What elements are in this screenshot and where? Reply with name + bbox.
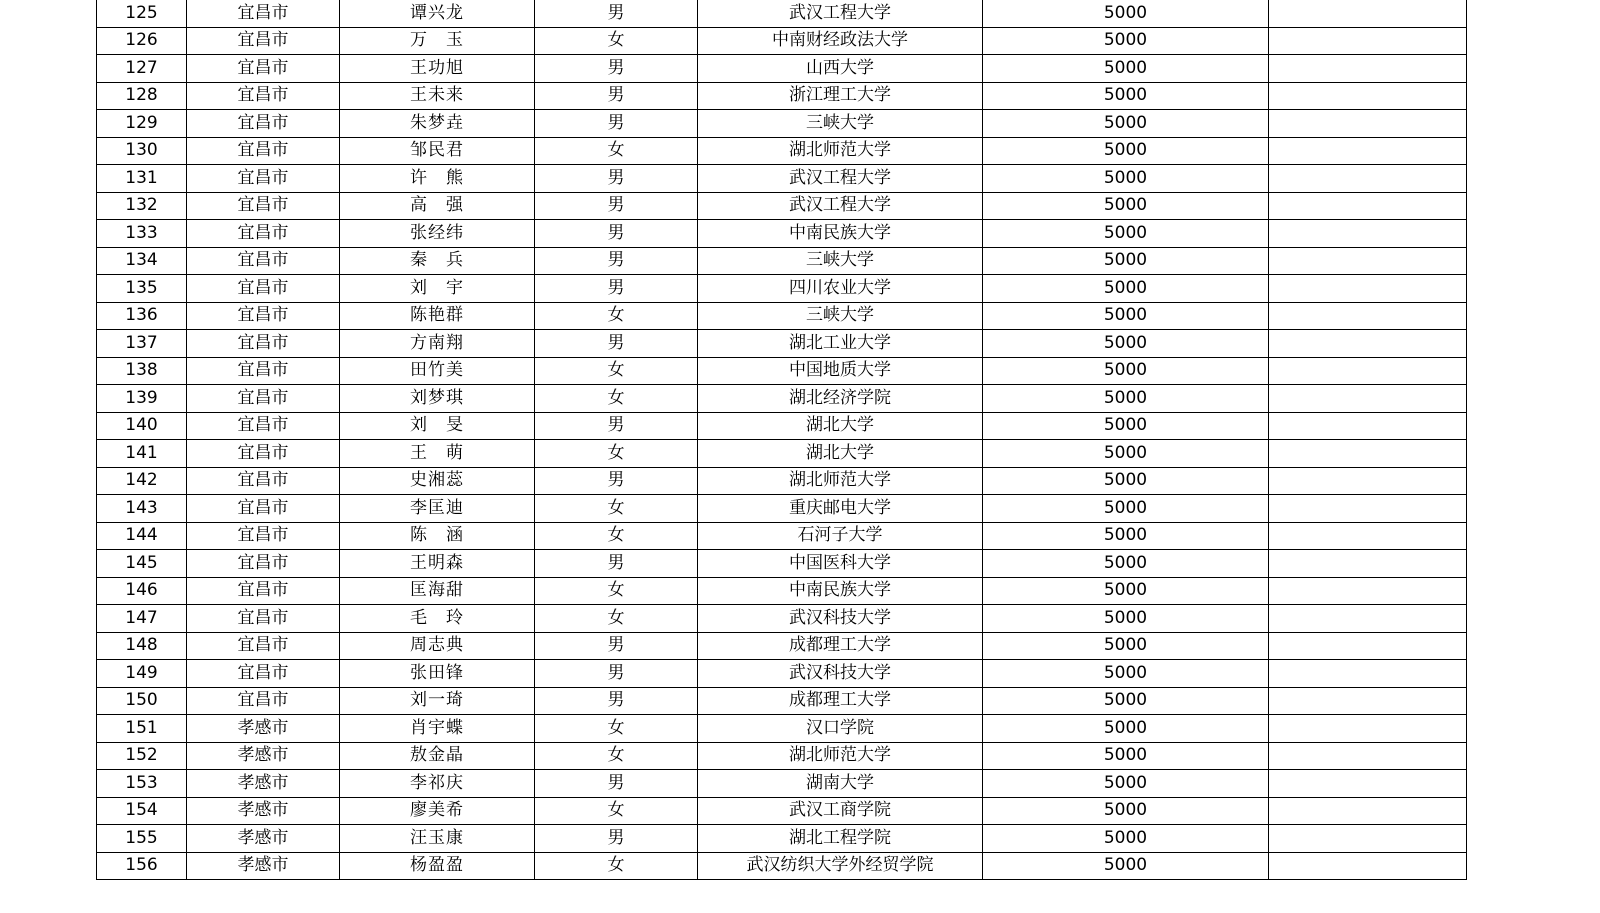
- serial-number-cell: 134: [97, 247, 187, 275]
- remarks-cell: [1269, 137, 1467, 165]
- remarks-cell: [1269, 660, 1467, 688]
- serial-number-cell: 145: [97, 550, 187, 578]
- gender-cell: 男: [535, 110, 698, 138]
- gender-cell: 男: [535, 165, 698, 193]
- remarks-cell: [1269, 687, 1467, 715]
- name-cell: 刘 旻: [340, 412, 535, 440]
- amount-cell: 5000: [983, 330, 1269, 358]
- amount-cell: 5000: [983, 742, 1269, 770]
- name-cell: 朱梦垚: [340, 110, 535, 138]
- gender-cell: 男: [535, 412, 698, 440]
- serial-number-cell: 136: [97, 302, 187, 330]
- table-row: [97, 440, 1467, 468]
- amount-cell: 5000: [983, 220, 1269, 248]
- name-cell: 李祁庆: [340, 770, 535, 798]
- university-cell: 湖北师范大学: [698, 467, 983, 495]
- university-cell: 湖北工程学院: [698, 825, 983, 853]
- remarks-cell: [1269, 220, 1467, 248]
- university-cell: 山西大学: [698, 55, 983, 83]
- city-cell: 宜昌市: [187, 660, 340, 688]
- serial-number-cell: 138: [97, 357, 187, 385]
- city-cell: 宜昌市: [187, 495, 340, 523]
- city-cell: 宜昌市: [187, 55, 340, 83]
- name-cell: 秦 兵: [340, 247, 535, 275]
- remarks-cell: [1269, 467, 1467, 495]
- university-cell: 三峡大学: [698, 247, 983, 275]
- university-cell: 武汉纺织大学外经贸学院: [698, 852, 983, 880]
- serial-number-cell: 141: [97, 440, 187, 468]
- city-cell: 宜昌市: [187, 412, 340, 440]
- city-cell: 宜昌市: [187, 330, 340, 358]
- table-row: [97, 0, 1467, 27]
- city-cell: 宜昌市: [187, 687, 340, 715]
- name-cell: 李匡迪: [340, 495, 535, 523]
- amount-cell: 5000: [983, 495, 1269, 523]
- amount-cell: 5000: [983, 110, 1269, 138]
- name-cell: 邹民君: [340, 137, 535, 165]
- amount-cell: 5000: [983, 247, 1269, 275]
- gender-cell: 女: [535, 495, 698, 523]
- serial-number-cell: 143: [97, 495, 187, 523]
- amount-cell: 5000: [983, 357, 1269, 385]
- serial-number-cell: 132: [97, 192, 187, 220]
- university-cell: 湖北师范大学: [698, 137, 983, 165]
- serial-number-cell: 144: [97, 522, 187, 550]
- city-cell: 孝感市: [187, 797, 340, 825]
- serial-number-cell: 129: [97, 110, 187, 138]
- serial-number-cell: 142: [97, 467, 187, 495]
- university-cell: 三峡大学: [698, 302, 983, 330]
- name-cell: 王未来: [340, 82, 535, 110]
- university-cell: 重庆邮电大学: [698, 495, 983, 523]
- city-cell: 宜昌市: [187, 275, 340, 303]
- serial-number-cell: 156: [97, 852, 187, 880]
- gender-cell: 男: [535, 550, 698, 578]
- amount-cell: 5000: [983, 27, 1269, 55]
- remarks-cell: [1269, 247, 1467, 275]
- table-row: [97, 605, 1467, 633]
- amount-cell: 5000: [983, 797, 1269, 825]
- remarks-cell: [1269, 192, 1467, 220]
- university-cell: 中南民族大学: [698, 220, 983, 248]
- serial-number-cell: 150: [97, 687, 187, 715]
- university-cell: 中南民族大学: [698, 577, 983, 605]
- serial-number-cell: 152: [97, 742, 187, 770]
- amount-cell: 5000: [983, 412, 1269, 440]
- table-row: [97, 302, 1467, 330]
- serial-number-cell: 146: [97, 577, 187, 605]
- name-cell: 方南翔: [340, 330, 535, 358]
- remarks-cell: [1269, 742, 1467, 770]
- serial-number-cell: 135: [97, 275, 187, 303]
- serial-number-cell: 147: [97, 605, 187, 633]
- city-cell: 宜昌市: [187, 192, 340, 220]
- table-row: [97, 412, 1467, 440]
- amount-cell: 5000: [983, 660, 1269, 688]
- university-cell: 中国地质大学: [698, 357, 983, 385]
- remarks-cell: [1269, 82, 1467, 110]
- amount-cell: 5000: [983, 275, 1269, 303]
- university-cell: 石河子大学: [698, 522, 983, 550]
- remarks-cell: [1269, 55, 1467, 83]
- gender-cell: 女: [535, 385, 698, 413]
- name-cell: 许 熊: [340, 165, 535, 193]
- name-cell: 汪玉康: [340, 825, 535, 853]
- name-cell: 匡海甜: [340, 577, 535, 605]
- serial-number-cell: 155: [97, 825, 187, 853]
- table-row: [97, 467, 1467, 495]
- remarks-cell: [1269, 797, 1467, 825]
- remarks-cell: [1269, 275, 1467, 303]
- gender-cell: 女: [535, 605, 698, 633]
- gender-cell: 女: [535, 522, 698, 550]
- university-cell: 湖北工业大学: [698, 330, 983, 358]
- serial-number-cell: 126: [97, 27, 187, 55]
- remarks-cell: [1269, 550, 1467, 578]
- city-cell: 宜昌市: [187, 522, 340, 550]
- name-cell: 廖美希: [340, 797, 535, 825]
- city-cell: 孝感市: [187, 715, 340, 743]
- table-row: [97, 110, 1467, 138]
- gender-cell: 男: [535, 192, 698, 220]
- gender-cell: 男: [535, 770, 698, 798]
- amount-cell: 5000: [983, 165, 1269, 193]
- remarks-cell: [1269, 27, 1467, 55]
- gender-cell: 女: [535, 742, 698, 770]
- university-cell: 成都理工大学: [698, 632, 983, 660]
- gender-cell: 男: [535, 330, 698, 358]
- serial-number-cell: 130: [97, 137, 187, 165]
- name-cell: 毛 玲: [340, 605, 535, 633]
- table-row: [97, 715, 1467, 743]
- remarks-cell: [1269, 770, 1467, 798]
- serial-number-cell: 137: [97, 330, 187, 358]
- city-cell: 宜昌市: [187, 0, 340, 27]
- city-cell: 宜昌市: [187, 550, 340, 578]
- serial-number-cell: 140: [97, 412, 187, 440]
- table-row: [97, 577, 1467, 605]
- remarks-cell: [1269, 715, 1467, 743]
- university-cell: 汉口学院: [698, 715, 983, 743]
- name-cell: 刘一琦: [340, 687, 535, 715]
- city-cell: 宜昌市: [187, 27, 340, 55]
- remarks-cell: [1269, 577, 1467, 605]
- gender-cell: 男: [535, 55, 698, 83]
- remarks-cell: [1269, 522, 1467, 550]
- remarks-cell: [1269, 385, 1467, 413]
- city-cell: 宜昌市: [187, 165, 340, 193]
- remarks-cell: [1269, 165, 1467, 193]
- table-row: [97, 275, 1467, 303]
- table-row: [97, 330, 1467, 358]
- gender-cell: 男: [535, 220, 698, 248]
- amount-cell: 5000: [983, 522, 1269, 550]
- serial-number-cell: 148: [97, 632, 187, 660]
- gender-cell: 女: [535, 302, 698, 330]
- city-cell: 宜昌市: [187, 137, 340, 165]
- remarks-cell: [1269, 605, 1467, 633]
- remarks-cell: [1269, 330, 1467, 358]
- table-row: [97, 825, 1467, 853]
- remarks-cell: [1269, 110, 1467, 138]
- serial-number-cell: 131: [97, 165, 187, 193]
- serial-number-cell: 133: [97, 220, 187, 248]
- amount-cell: 5000: [983, 770, 1269, 798]
- university-cell: 湖北经济学院: [698, 385, 983, 413]
- name-cell: 肖宇蝶: [340, 715, 535, 743]
- amount-cell: 5000: [983, 137, 1269, 165]
- gender-cell: 男: [535, 467, 698, 495]
- university-cell: 武汉工程大学: [698, 165, 983, 193]
- amount-cell: 5000: [983, 82, 1269, 110]
- name-cell: 刘梦琪: [340, 385, 535, 413]
- table-body: [97, 0, 1467, 880]
- gender-cell: 女: [535, 715, 698, 743]
- remarks-cell: [1269, 0, 1467, 27]
- serial-number-cell: 125: [97, 0, 187, 27]
- name-cell: 敖金晶: [340, 742, 535, 770]
- name-cell: 陈 涵: [340, 522, 535, 550]
- amount-cell: 5000: [983, 0, 1269, 27]
- city-cell: 宜昌市: [187, 632, 340, 660]
- gender-cell: 男: [535, 632, 698, 660]
- amount-cell: 5000: [983, 715, 1269, 743]
- serial-number-cell: 139: [97, 385, 187, 413]
- gender-cell: 女: [535, 137, 698, 165]
- remarks-cell: [1269, 412, 1467, 440]
- name-cell: 王 萌: [340, 440, 535, 468]
- table-row: [97, 522, 1467, 550]
- table-row: [97, 687, 1467, 715]
- gender-cell: 男: [535, 825, 698, 853]
- city-cell: 宜昌市: [187, 440, 340, 468]
- serial-number-cell: 149: [97, 660, 187, 688]
- gender-cell: 女: [535, 852, 698, 880]
- university-cell: 湖北大学: [698, 412, 983, 440]
- remarks-cell: [1269, 357, 1467, 385]
- amount-cell: 5000: [983, 852, 1269, 880]
- serial-number-cell: 153: [97, 770, 187, 798]
- city-cell: 孝感市: [187, 852, 340, 880]
- city-cell: 宜昌市: [187, 385, 340, 413]
- remarks-cell: [1269, 440, 1467, 468]
- amount-cell: 5000: [983, 440, 1269, 468]
- remarks-cell: [1269, 632, 1467, 660]
- gender-cell: 男: [535, 660, 698, 688]
- city-cell: 孝感市: [187, 742, 340, 770]
- table-row: [97, 852, 1467, 880]
- table-row: [97, 165, 1467, 193]
- name-cell: 谭兴龙: [340, 0, 535, 27]
- table-row: [97, 82, 1467, 110]
- table-row: [97, 660, 1467, 688]
- university-cell: 武汉工程大学: [698, 0, 983, 27]
- university-cell: 四川农业大学: [698, 275, 983, 303]
- table-row: [97, 55, 1467, 83]
- table-row: [97, 357, 1467, 385]
- amount-cell: 5000: [983, 467, 1269, 495]
- name-cell: 王明森: [340, 550, 535, 578]
- name-cell: 刘 宇: [340, 275, 535, 303]
- amount-cell: 5000: [983, 687, 1269, 715]
- serial-number-cell: 154: [97, 797, 187, 825]
- amount-cell: 5000: [983, 302, 1269, 330]
- city-cell: 孝感市: [187, 825, 340, 853]
- university-cell: 湖南大学: [698, 770, 983, 798]
- name-cell: 王功旭: [340, 55, 535, 83]
- name-cell: 张田锋: [340, 660, 535, 688]
- university-cell: 中南财经政法大学: [698, 27, 983, 55]
- amount-cell: 5000: [983, 55, 1269, 83]
- gender-cell: 男: [535, 275, 698, 303]
- gender-cell: 男: [535, 82, 698, 110]
- city-cell: 宜昌市: [187, 605, 340, 633]
- table-row: [97, 192, 1467, 220]
- university-cell: 三峡大学: [698, 110, 983, 138]
- gender-cell: 女: [535, 577, 698, 605]
- city-cell: 宜昌市: [187, 82, 340, 110]
- city-cell: 宜昌市: [187, 247, 340, 275]
- city-cell: 宜昌市: [187, 220, 340, 248]
- gender-cell: 女: [535, 357, 698, 385]
- university-cell: 武汉工商学院: [698, 797, 983, 825]
- university-cell: 中国医科大学: [698, 550, 983, 578]
- university-cell: 武汉科技大学: [698, 660, 983, 688]
- gender-cell: 男: [535, 687, 698, 715]
- name-cell: 陈艳群: [340, 302, 535, 330]
- recipient-table: [96, 0, 1467, 880]
- university-cell: 武汉科技大学: [698, 605, 983, 633]
- city-cell: 宜昌市: [187, 467, 340, 495]
- serial-number-cell: 127: [97, 55, 187, 83]
- university-cell: 浙江理工大学: [698, 82, 983, 110]
- table-row: [97, 27, 1467, 55]
- amount-cell: 5000: [983, 605, 1269, 633]
- table-row: [97, 742, 1467, 770]
- gender-cell: 男: [535, 0, 698, 27]
- amount-cell: 5000: [983, 550, 1269, 578]
- gender-cell: 女: [535, 797, 698, 825]
- amount-cell: 5000: [983, 632, 1269, 660]
- name-cell: 万 玉: [340, 27, 535, 55]
- name-cell: 杨盈盈: [340, 852, 535, 880]
- name-cell: 高 强: [340, 192, 535, 220]
- university-cell: 武汉工程大学: [698, 192, 983, 220]
- remarks-cell: [1269, 825, 1467, 853]
- remarks-cell: [1269, 852, 1467, 880]
- gender-cell: 女: [535, 27, 698, 55]
- city-cell: 宜昌市: [187, 577, 340, 605]
- university-cell: 湖北大学: [698, 440, 983, 468]
- amount-cell: 5000: [983, 577, 1269, 605]
- table-row: [97, 247, 1467, 275]
- gender-cell: 女: [535, 440, 698, 468]
- gender-cell: 男: [535, 247, 698, 275]
- table-row: [97, 385, 1467, 413]
- table-row: [97, 632, 1467, 660]
- city-cell: 孝感市: [187, 770, 340, 798]
- serial-number-cell: 151: [97, 715, 187, 743]
- table-row: [97, 770, 1467, 798]
- name-cell: 周志典: [340, 632, 535, 660]
- name-cell: 张经纬: [340, 220, 535, 248]
- table-row: [97, 550, 1467, 578]
- city-cell: 宜昌市: [187, 357, 340, 385]
- amount-cell: 5000: [983, 825, 1269, 853]
- table-row: [97, 495, 1467, 523]
- university-cell: 成都理工大学: [698, 687, 983, 715]
- remarks-cell: [1269, 495, 1467, 523]
- serial-number-cell: 128: [97, 82, 187, 110]
- name-cell: 史湘蕊: [340, 467, 535, 495]
- city-cell: 宜昌市: [187, 110, 340, 138]
- table-row: [97, 137, 1467, 165]
- university-cell: 湖北师范大学: [698, 742, 983, 770]
- remarks-cell: [1269, 302, 1467, 330]
- table-row: [97, 797, 1467, 825]
- city-cell: 宜昌市: [187, 302, 340, 330]
- table-row: [97, 220, 1467, 248]
- amount-cell: 5000: [983, 385, 1269, 413]
- amount-cell: 5000: [983, 192, 1269, 220]
- name-cell: 田竹美: [340, 357, 535, 385]
